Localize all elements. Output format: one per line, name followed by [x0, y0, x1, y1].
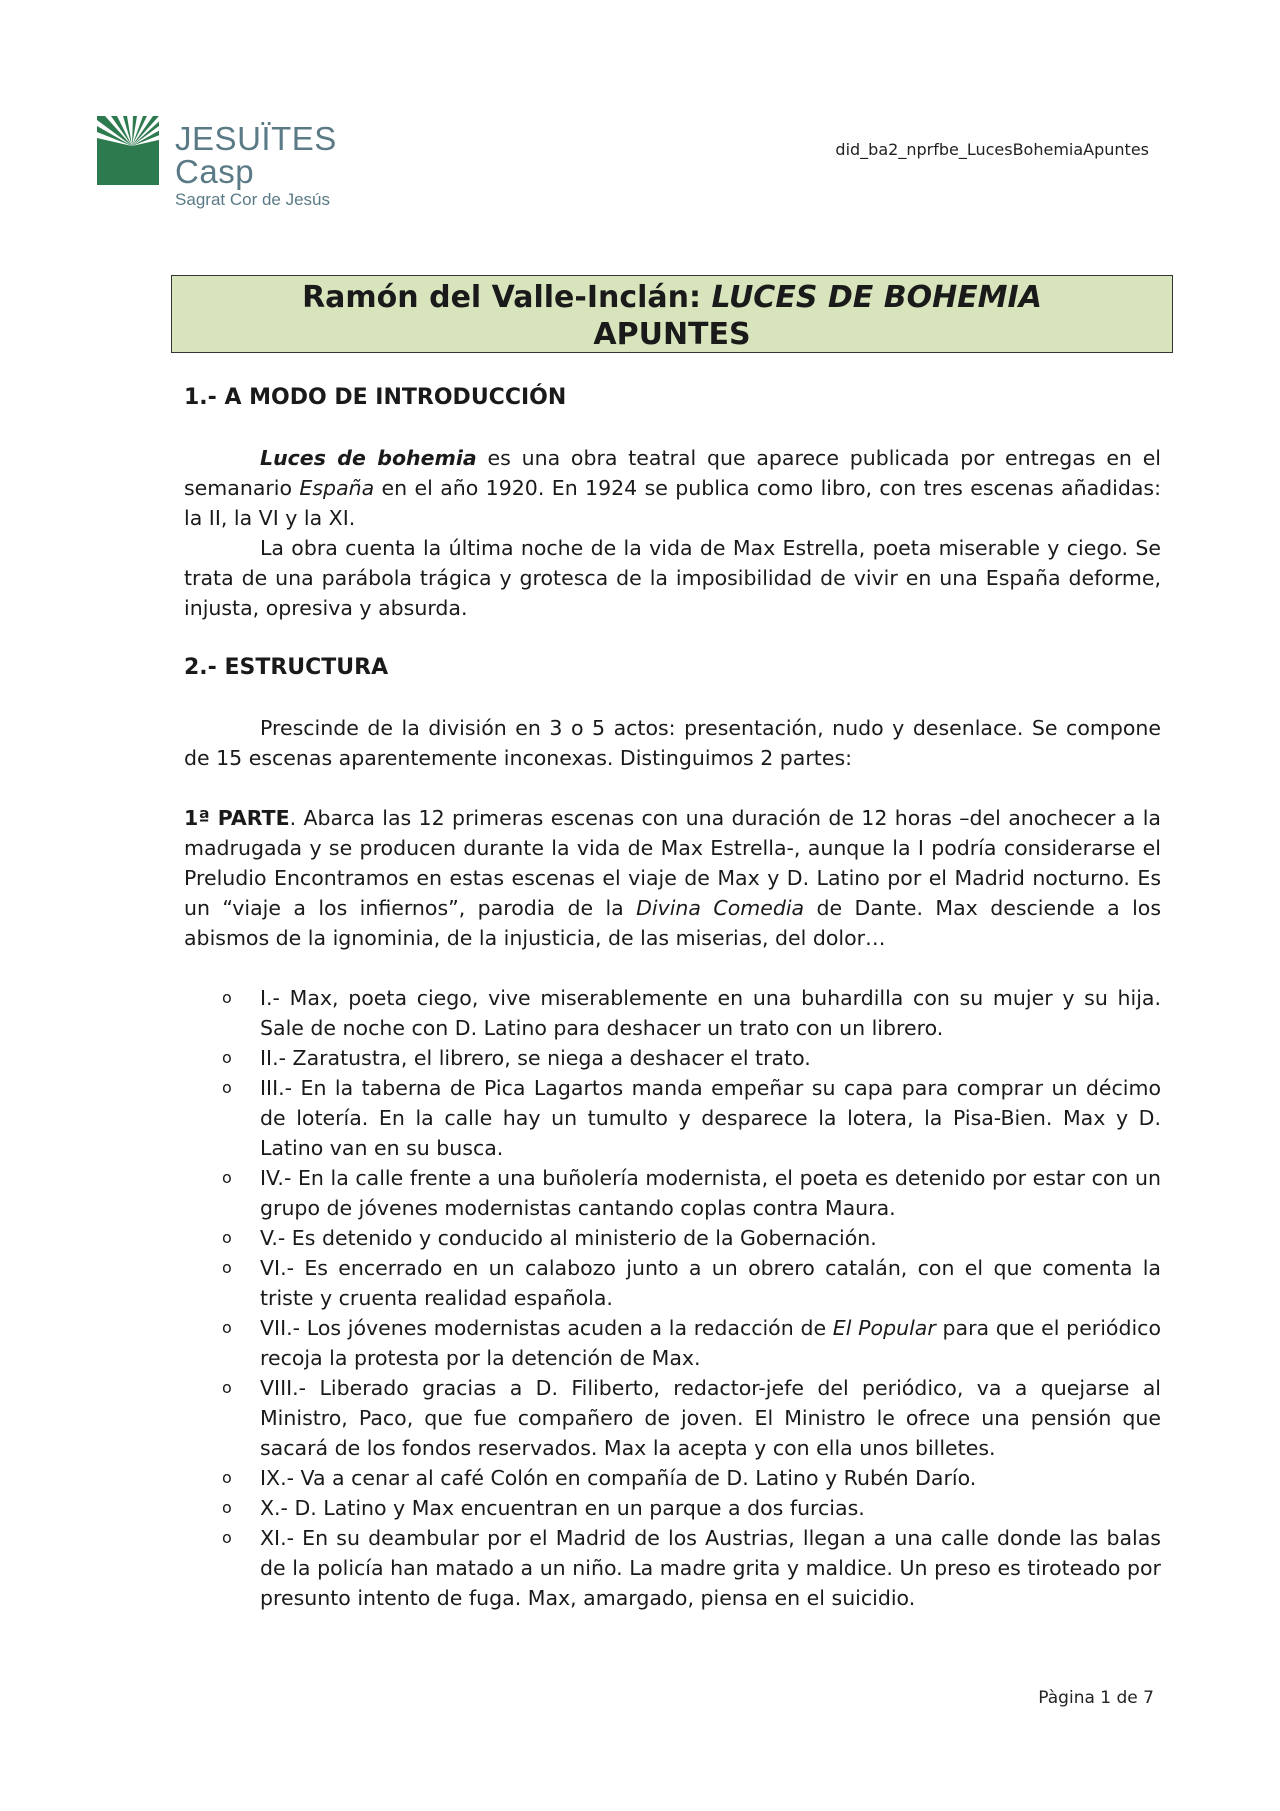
list-item — [184, 1313, 1161, 1373]
title-line2: APUNTES — [593, 317, 751, 352]
title-work: LUCES DE BOHEMIA — [711, 280, 1042, 315]
logo-title: JESUÏTES Casp — [175, 120, 337, 190]
scene-text: VI.- Es encerrado en un calabozo junto a un obrero catalán, con el que comenta la triste y cruenta realidad española. — [260, 1256, 1161, 1310]
divina-comedia-title: Divina Comedia — [636, 896, 805, 920]
bullet-icon: o — [222, 1468, 232, 1487]
scene-text: X.- D. Latino y Max encuentran en un parque a dos furcias. — [260, 1496, 865, 1520]
bullet-icon: o — [222, 1498, 232, 1517]
structure-paragraph: Prescinde de la división en 3 o 5 actos: presentación, nudo y desenlace. Se compone de 15 escenas aparentemente inconexas. Distinguimos 2 partes: — [184, 716, 1161, 770]
part1-paragraph — [184, 803, 1161, 953]
scene-text: I.- Max, poeta ciego, vive miserablemente en una buhardilla con su mujer y su hija. Sale de noche con D. Latino para deshacer un trato con un librero. — [260, 986, 1161, 1040]
scene-text: II.- Zaratustra, el librero, se niega a deshacer el trato. — [260, 1046, 811, 1070]
scene-text: IV.- En la calle frente a una buñolería modernista, el poeta es detenido por estar con un grupo de jóvenes modernistas cantando coplas contra Maura. — [260, 1166, 1161, 1220]
newspaper-title: El Popular — [832, 1316, 936, 1340]
school-logo — [97, 116, 397, 209]
list-item — [184, 1463, 1161, 1493]
magazine-title: España — [299, 476, 375, 500]
bullet-icon: o — [222, 1258, 232, 1277]
list-item — [184, 1373, 1161, 1463]
list-item — [184, 1043, 1161, 1073]
section-heading-structure: 2.- ESTRUCTURA — [184, 655, 389, 680]
bullet-icon: o — [222, 1318, 232, 1337]
list-item — [184, 1253, 1161, 1313]
list-item — [184, 983, 1161, 1043]
bullet-icon: o — [222, 1048, 232, 1067]
logo-sunburst-icon — [97, 116, 159, 185]
scene-text: IX.- Va a cenar al café Colón en compañía de D. Latino y Rubén Darío. — [260, 1466, 977, 1490]
page-number: Pàgina 1 de 7 — [1038, 1688, 1154, 1708]
scene-text: VIII.- Liberado gracias a D. Filiberto, redactor-jefe del periódico, va a quejarse al Ministro, Paco, que fue compañero de joven. El Ministro le ofrece una pensión que sacará de los fondos reservados. Max la acepta y con ella unos billetes. — [260, 1376, 1161, 1460]
section-heading-intro: 1.- A MODO DE INTRODUCCIÓN — [184, 385, 567, 410]
scene-text: III.- En la taberna de Pica Lagartos manda empeñar su capa para comprar un décimo de lotería. En la calle hay un tumulto y desparece la lotera, la Pisa-Bien. Max y D. Latino van en su busca. — [260, 1076, 1161, 1160]
intro-paragraph-2: La obra cuenta la última noche de la vida de Max Estrella, poeta miserable y ciego. Se trata de una parábola trágica y grotesca de la imposibilidad de vivir en una España deforme, injusta, opresiva y absurda. — [184, 536, 1161, 620]
list-item — [184, 1493, 1161, 1523]
bullet-icon: o — [222, 1228, 232, 1247]
bullet-icon: o — [222, 1528, 232, 1547]
scene-list — [184, 983, 1161, 1613]
document-body — [184, 383, 1161, 1613]
title-box — [171, 275, 1173, 353]
work-title-emphasis: Luces de bohemia — [260, 446, 477, 470]
scene-text: V.- Es detenido y conducido al ministerio de la Gobernación. — [260, 1226, 877, 1250]
bullet-icon: o — [222, 988, 232, 1007]
document-id: did_ba2_nprfbe_LucesBohemiaApuntes — [835, 140, 1149, 159]
bullet-icon: o — [222, 1378, 232, 1397]
scene-text: para que el periódico recoja la protesta por la detención de Max. — [260, 1316, 1161, 1370]
scene-text: XI.- En su deambular por el Madrid de los Austrias, llegan a una calle donde las balas de la policía han matado a un niño. La madre grita y maldice. Un preso es tiroteado por presunto intento de fuga. Max, amargado, piensa en el suicidio. — [260, 1526, 1161, 1610]
title-line1 — [172, 279, 1172, 316]
scene-text: VII.- Los jóvenes modernistas acuden a la redacción de — [260, 1316, 833, 1340]
bullet-icon: o — [222, 1078, 232, 1097]
part1-label: 1ª PARTE — [184, 806, 290, 830]
bullet-icon: o — [222, 1168, 232, 1187]
intro-text-b: en el año 1920. En 1924 se publica como libro, con tres escenas añadidas: la II, la VI y la XI. — [184, 476, 1162, 530]
title-author: Ramón del Valle-Inclán: — [302, 280, 712, 315]
intro-text-a: es una obra teatral que aparece publicada por entregas en el semanario — [184, 446, 1162, 500]
part1-text-b: de Dante. Max desciende a los abismos de la ignominia, de la injusticia, de las miserias, del dolor… — [184, 896, 1161, 950]
list-item — [184, 1163, 1161, 1223]
list-item — [184, 1223, 1161, 1253]
intro-paragraph-1 — [184, 443, 1161, 533]
logo-subtitle: Sagrat Cor de Jesús — [175, 190, 331, 209]
list-item — [184, 1523, 1161, 1613]
part1-text-a: . Abarca las 12 primeras escenas con una duración de 12 horas –del anochecer a la madrugada y se producen durante la vida de Max Estrella-, aunque la I podría considerarse el Preludio Encontramos en estas escenas el viaje de Max y D. Latino por el Madrid nocturno. Es un “viaje a los infiernos”, parodia de la — [184, 806, 1161, 920]
list-item — [184, 1073, 1161, 1163]
